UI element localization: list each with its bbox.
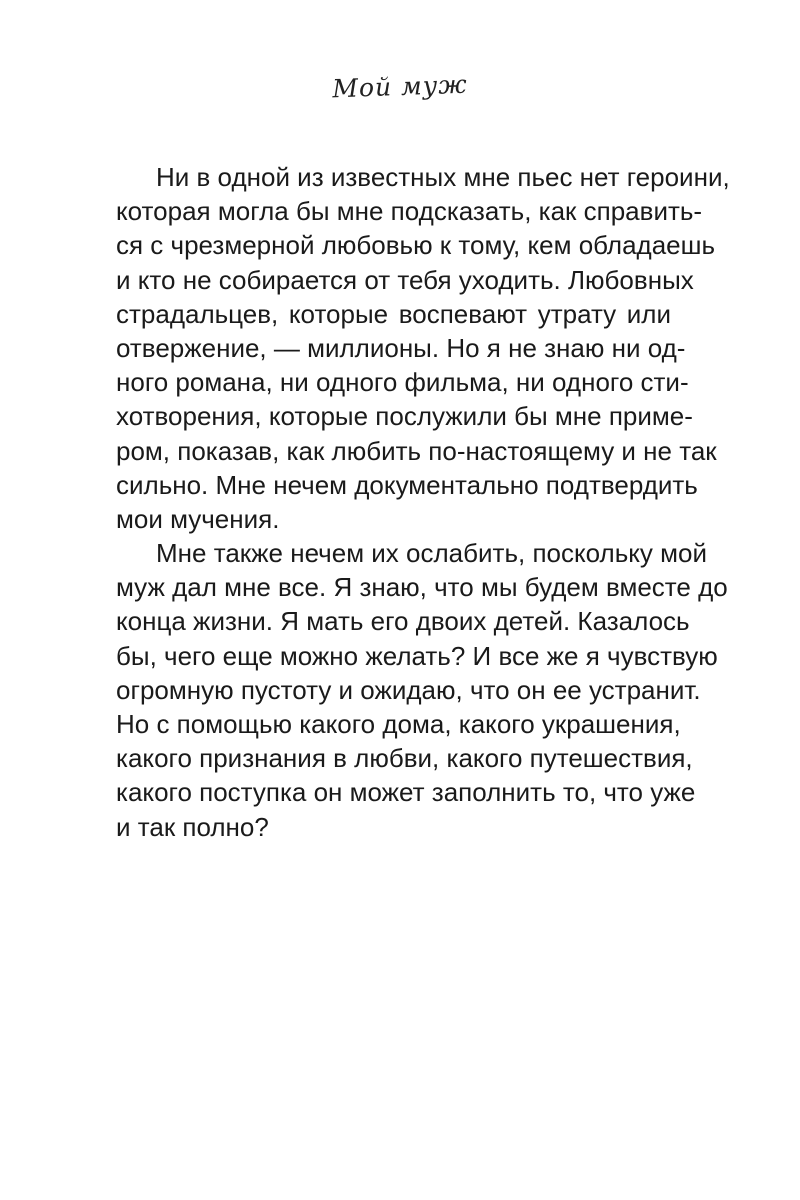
running-head: Мой муж (331, 69, 469, 104)
text-line: конца жизни. Я мать его двоих детей. Казалось (116, 606, 690, 637)
text-line: Ни в одной из известных мне пьес нет героини, (156, 162, 730, 192)
text-line: Мне также нечем их ослабить, поскольку мой (156, 538, 708, 569)
text-line: мои мучения. (116, 503, 280, 534)
text-line: Но с помощью какого дома, какого украшения, (116, 709, 681, 739)
text-line: какого поступка он может заполнить то, что уже (116, 777, 696, 808)
paragraph (116, 160, 730, 536)
text-line: бы, чего еще можно желать? И все же я чувствую (116, 640, 718, 671)
text-line: какого признания в любви, какого путешествия, (116, 743, 693, 774)
paragraph (116, 536, 728, 844)
text-line: и кто не собирается от тебя уходить. Любовных (116, 264, 694, 295)
text-line: отвержение, — миллионы. Но я не знаю ни од- (116, 332, 686, 363)
body-text (116, 160, 730, 844)
text-line: муж дал мне все. Я знаю, что мы будем вместе до (116, 572, 728, 603)
text-line: хотворения, которые послужили бы мне приме- (116, 401, 693, 432)
text-line: которая могла бы мне подсказать, как справить- (116, 196, 703, 227)
text-line: ся с чрезмерной любовью к тому, кем обладаешь (116, 230, 716, 261)
text-line: сильно. Мне нечем документально подтвердить (116, 469, 698, 500)
text-line: огромную пустоту и ожидаю, что он ее устранит. (116, 674, 701, 705)
text-line: ром, показав, как любить по-настоящему и не так (116, 435, 717, 466)
text-line: и так полно? (116, 811, 269, 842)
text-line: ного романа, ни одного фильма, ни одного сти- (116, 367, 689, 398)
text-line: страдальцев, которые воспевают утрату или (116, 298, 671, 329)
